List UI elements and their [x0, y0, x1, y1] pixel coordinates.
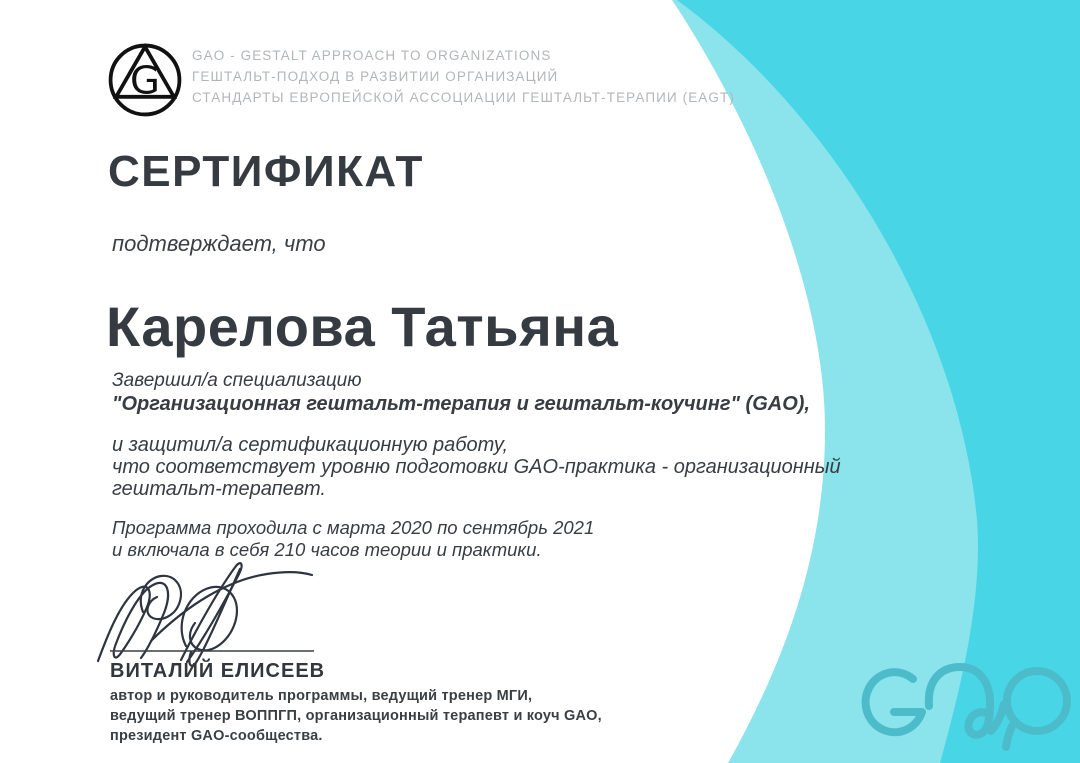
- program-title: "Организационная гештальт-терапия и гештальт-коучинг" (GAO),: [112, 393, 810, 415]
- brand-line-3: СТАНДАРТЫ ЕВРОПЕЙСКОЙ АССОЦИАЦИИ ГЕШТАЛЬТ-ТЕРАПИИ (EAGT): [192, 90, 735, 105]
- period-line-1: Программа проходила с марта 2020 по сентябрь 2021: [112, 517, 595, 538]
- defense-line-1: и защитил/а сертификационную работу,: [112, 434, 509, 456]
- credential-line-2: ведущий тренер ВОППГП, организационный терапевт и коуч GAO,: [110, 708, 602, 724]
- defense-line-2: что соответствует уровню подготовки GAO-практика - организационный: [112, 456, 841, 478]
- logo-letter: G: [130, 58, 160, 104]
- confirms-text: подтверждает, что: [112, 231, 326, 256]
- defense-line-3: гештальт-терапевт.: [112, 478, 326, 500]
- credential-line-1: автор и руководитель программы, ведущий тренер МГИ,: [110, 688, 533, 704]
- brand-line-1: GAO - GESTALT APPROACH TO ORGANIZATIONS: [192, 48, 552, 63]
- period-line-2: и включала в себя 210 часов теории и практики.: [112, 539, 542, 560]
- brand-line-2: ГЕШТАЛЬТ-ПОДХОД В РАЗВИТИИ ОРГАНИЗАЦИЙ: [192, 69, 559, 84]
- signer-name: ВИТАЛИЙ ЕЛИСЕЕВ: [110, 660, 326, 682]
- signer-credentials: [110, 686, 602, 746]
- recipient-name: Карелова Татьяна: [106, 295, 619, 358]
- certificate-title: СЕРТИФИКАТ: [108, 147, 424, 196]
- completed-label: Завершил/а специализацию: [112, 370, 362, 391]
- credential-line-3: президент GAO-сообщества.: [110, 728, 323, 744]
